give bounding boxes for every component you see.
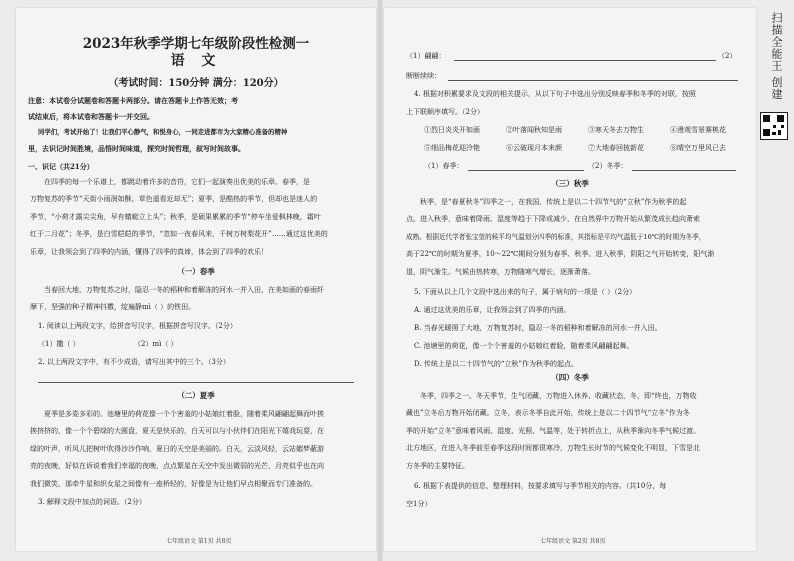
option-8: ⑧晴空万里风已去	[670, 144, 726, 152]
question-2: 2. 以上两段文字中，有不少成语，请写出其中的三个。（3分）	[38, 358, 230, 366]
paragraph-line: 乐章，让我领会到了四季的内涵，懂得了四季的真谛，体会到了四季的欢乐！	[30, 247, 268, 256]
paragraph-line: 万物复苏的季节“天街小雨润如酥，草色遥看近却无”；夏季，是酷热的季节，但却也是迷人的	[30, 195, 318, 204]
paragraph-line: 冬季，四季之一。冬天季节，生气闭藏，万物进入休养、收藏状态，冬，即“终也，万物收	[420, 392, 697, 400]
subsection-autumn: （三）秋季	[551, 179, 589, 188]
paragraph-line: 点。进入秋季，意味着降雨、湿度等趋于下降或减少，在自然界中万物开始从繁茂成长趋向萧索	[406, 215, 700, 224]
option-4: ④漫观雪景赛桃花	[670, 126, 726, 134]
question-5-option-d[interactable]: D. 传统上是以二十四节气的“立秋”作为秋季的起点。	[414, 360, 578, 368]
question-6: 6. 根据下表提供的信息，整理材料，按要求填写与季节相关的内容。（共10分，每	[414, 482, 667, 490]
question-4-cont: 上下联顺序填写。（2分）	[406, 108, 484, 116]
paragraph-line: 在四季的每一个乐谱上，都跳动着许多的音符，它们一起演奏出优美的乐章。春季，是	[44, 178, 310, 186]
paragraph-line: 亮的夜晚，好似在诉说着我们幸福的夜晚，点点繁星在天空中发出微弱的光芒，月亮似乎也在向	[30, 462, 324, 471]
notice-line-1: 注意：本试卷分试题卷和答题卡两部分。请在答题卡上作答无效；考	[28, 96, 238, 105]
paragraph-line: 季的开始“立冬”意味着风雨、湿度、光照、气温等，处于转折点上，从秋季渐向冬季气候过渡。	[406, 426, 701, 435]
summer-paragraph	[30, 406, 370, 493]
exam-title: 2023年秋季学期七年级阶段性检测一	[82, 36, 310, 52]
notice-line-2: 试结束后，将本试卷和答题卡一并交回。	[28, 112, 154, 121]
paragraph-line: 退，阴气渐生。气候由热转寒，万物随寒气增长，逐渐萧落。	[406, 267, 595, 276]
paragraph-line: 挨挤挤的，像一个个碧绿的大圆盘，夏天是快乐的，白天可以与小伙伴们在阳光下嬉戏玩耍，在	[30, 427, 324, 436]
page-footer: 七年级语文 第2页 共8页	[540, 538, 606, 545]
paragraph-line: 方冬季的主要特征。	[406, 461, 469, 470]
paragraph-line: 高于22℃的时期为夏季，10～22℃期间分别为春季、秋季。进入秋季，阴阳之气开始转变，阳气渐	[406, 250, 715, 259]
question-5-option-c[interactable]: C. 池塘里的荷花，像一个个害羞的小姑娘红着脸，随着柔风翩翩起舞。	[414, 342, 634, 350]
scanner-banner: 扫描全能王 创建	[770, 12, 783, 101]
option-7: ⑦大地春回披新花	[588, 144, 644, 152]
subsection-winter: （四）冬季	[551, 373, 589, 382]
paragraph-line: 北方地区，在进入冬季前至春季这段时间都很寒冷，万物生长时节的气候变化不明显，下雪是北	[406, 444, 700, 453]
option-3: ③寒天冬去万物生	[588, 126, 644, 134]
paragraph-line: 绿的叶声，听风儿把树叶吹得沙沙作响，夏日的天空是美丽的。白天，云淡风轻，云站媚梦蔽游	[30, 444, 324, 453]
question-1-b: （2）mì（ ）	[134, 340, 178, 348]
question-5-option-a[interactable]: A. 通过这优美的乐章，让我领会到了四季的内涵。	[414, 306, 571, 314]
question-6-cont: 空1分）	[406, 500, 432, 508]
question-4: 4. 根据对积累要求及文段的相关提示，从以下句子中选出分别反映春季和冬季的对联，按照	[414, 90, 696, 98]
spring-paragraph	[30, 282, 370, 317]
answer-line[interactable]	[468, 170, 584, 171]
option-1: ①烈日炎炎开如画	[424, 126, 480, 134]
paragraph-line: 摩下，坚强的种子精神抖擞，绽遍静mì（ ）的铁田。	[30, 303, 196, 312]
subsection-summer: （二）夏季	[177, 391, 215, 400]
subject-title: 语 文	[170, 53, 222, 69]
paragraph-line: 季节，“小荷才露尖尖角，早有蜻蜓立上头”；秋季，是硕果累累的季节“停车坐爱枫林晚，霜叶	[30, 212, 321, 221]
subsection-spring: （一）春季	[177, 267, 215, 276]
paragraph-line: 当春回大地，万物复苏之时，隐忍一冬的稻种和着解冻的河水一并入田，在美如画的春雨纤	[44, 286, 324, 294]
question-5-option-b[interactable]: B. 当春光暖照了大地，万物复苏时，隐忍一冬的稻种和着解冻的河水一并入田。	[414, 324, 662, 332]
winter-paragraph	[406, 388, 746, 475]
autumn-paragraph	[406, 194, 746, 281]
right-page	[384, 8, 756, 551]
answer-line[interactable]	[38, 382, 354, 383]
answer-line[interactable]	[448, 80, 738, 81]
qr-code-icon	[760, 112, 788, 140]
paragraph-line: 夏季是多姿多彩的。池塘里的荷花像一个个害羞的小姑娘红着脸，随着柔风翩翩起舞而叶挨	[44, 410, 324, 418]
paragraph-line: 成熟。根据近代学者张宝堃的候平均气温划分四季的标准，其指标是平均气温低于10℃的时期为冬季，	[406, 232, 706, 241]
left-page	[16, 8, 376, 551]
answer-1-label: （1）翩翩：	[406, 52, 446, 60]
greeting-line-2: 里，去识记时间胜境，品悟时间味道，探究时间哲理，叙写时间故事。	[28, 144, 245, 153]
question-1: 1. 阅读以上两段文字，给拼音写汉字，根据拼音写汉字。（2分）	[38, 322, 237, 330]
paragraph-line: 红于二月花”；冬季，是白雪皑皑的季节，“忽如一夜春风来，千树万树梨花开”……通过这优美的	[30, 230, 328, 239]
section-heading-1: 一、识记（共21分）	[28, 162, 94, 171]
answer-line[interactable]	[632, 170, 736, 171]
answer-2-label: 断断续续：	[406, 72, 441, 80]
option-2: ②叶落闻秋知是雨	[506, 126, 562, 134]
answer-winter-label: （2）冬季：	[588, 162, 628, 170]
greeting-line-1: 同学们，考试开始了！让我们平心静气，和悦身心，一同走进都市为大家精心准备的精神	[38, 128, 288, 136]
paragraph-line: 我们微笑，那牵牛星和织女星之间像有一座桥轻的，好像是为让他们早点相聚而专门准备的。	[30, 479, 317, 488]
answer-line[interactable]	[454, 60, 716, 61]
question-1-a: （1）撒（ ）	[38, 340, 80, 348]
paragraph-line: 秋季，是“春夏秋冬”四季之一，在我国，传统上是以二十四节气的“立秋”作为秋季的起	[420, 198, 687, 206]
question-3: 3. 解释文段中加点的词语。（2分）	[38, 498, 146, 506]
option-5: ⑤细品梅花迎冷艳	[424, 144, 480, 152]
page-footer: 七年级语文 第1页 共8页	[166, 538, 232, 545]
answer-1-score: （2）	[718, 52, 737, 60]
intro-paragraph	[30, 174, 370, 261]
answer-spring-label: （1）春季：	[424, 162, 464, 170]
exam-info: （考试时间：150分钟 满分：120分）	[108, 78, 284, 89]
option-6: ⑥云破现月本来颜	[506, 144, 562, 152]
paragraph-line: 藏也”立冬后万物开始闭藏。立冬，表示冬季自此开始，传统上是以二十四节气“立冬”作为冬	[406, 409, 690, 418]
book-spine	[377, 0, 383, 561]
question-5: 5. 下面从以上几个文段中选出来的句子，属于病句的一项是（ ）（2分）	[414, 288, 637, 296]
